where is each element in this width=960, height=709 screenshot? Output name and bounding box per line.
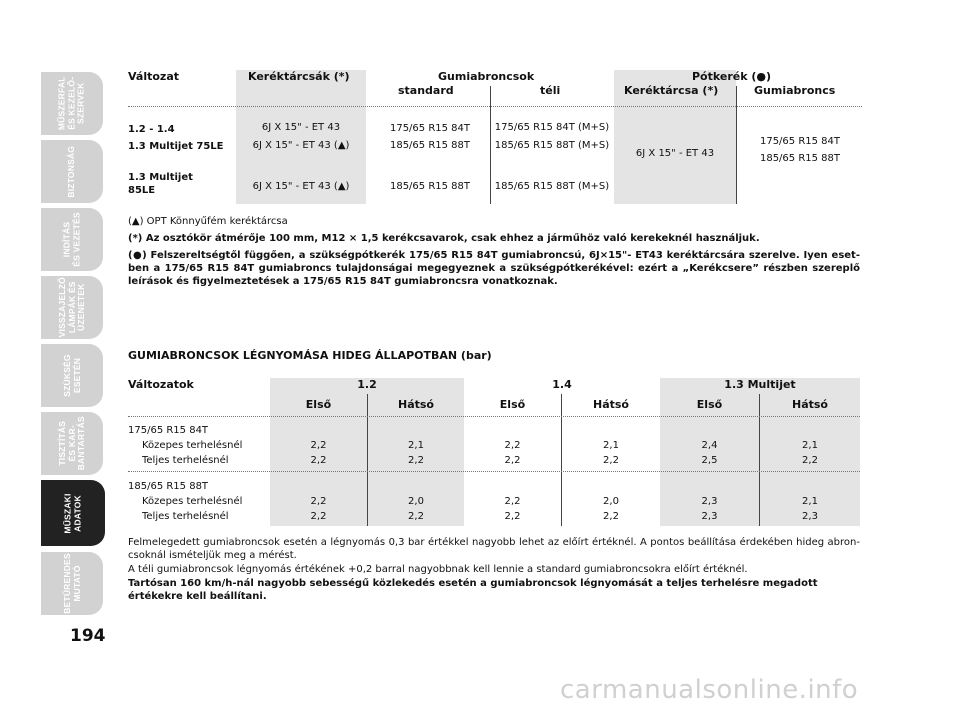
header-rear: Hátsó [792, 398, 828, 411]
pressure-value: 2,1 [603, 440, 619, 451]
row-version: 1.3 Multijet [128, 172, 193, 183]
header-spare-tyre: Gumiabroncs [754, 84, 836, 97]
load-label: Teljes terhelésnél [142, 511, 229, 522]
footer-note: A téli gumiabroncsok légnyomás értékének +0,2 barral nagyobbnak kell lennie a standard gumiabroncsokra előírt értéknél. [128, 564, 748, 575]
row-standard: 185/65 R15 88T [389, 181, 471, 192]
pressure-value: 2,2 [408, 455, 424, 466]
pressure-value: 2,2 [603, 455, 619, 466]
header-spare-rim: Keréktárcsa (*) [624, 84, 719, 97]
tab-maintenance[interactable]: TISZTÍTÁS ÉS KAR- BANTARTÁS [41, 412, 103, 475]
header-rule [128, 416, 860, 417]
pressure-value: 2,0 [408, 496, 424, 507]
pressure-value: 2,2 [504, 455, 521, 466]
pressure-value: 2,2 [504, 511, 521, 522]
tab-index[interactable]: BETŰRENDES MUTATÓ [41, 552, 103, 615]
header-front: Első [696, 398, 723, 411]
row-winter: 185/65 R15 88T (M+S) [494, 181, 610, 192]
tab-emergency[interactable]: SZÜKSÉG ESETÉN [41, 344, 103, 407]
pressure-value: 2,1 [802, 440, 818, 451]
row-standard: 185/65 R15 88T [389, 140, 471, 151]
note-star: (*) Az osztókör átmérője 100 mm, M12 × 1,5 kerékcsavarok, csak ehhez a járműhöz való kerekeknél használjuk. [128, 233, 760, 244]
pressure-value: 2,3 [701, 496, 718, 507]
pressure-title: GUMIABRONCSOK LÉGNYOMÁSA HIDEG ÁLLAPOTBAN (bar) [128, 349, 492, 362]
tab-starting-driving[interactable]: INDÍTÁS ÉS VEZETÉS [41, 208, 103, 271]
header-front: Első [499, 398, 526, 411]
row-rule [128, 471, 860, 472]
pressure-value: 2,2 [310, 440, 327, 451]
pressure-value: 2,2 [603, 511, 619, 522]
header-rear: Hátsó [398, 398, 434, 411]
pressure-value: 2,2 [310, 455, 327, 466]
page-number: 194 [70, 626, 106, 646]
pressure-value: 2,3 [802, 511, 818, 522]
pressure-value: 2,3 [701, 511, 718, 522]
pressure-value: 2,2 [310, 496, 327, 507]
row-winter: 175/65 R15 84T (M+S) [494, 122, 610, 133]
header-winter: téli [540, 84, 561, 97]
header-rear: Hátsó [593, 398, 629, 411]
row-winter: 185/65 R15 88T (M+S) [494, 140, 610, 151]
header-spare: Pótkerék (●) [692, 70, 772, 83]
footer-note-bold: Tartósan 160 km/h-nál nagyobb sebességű közlekedés esetén a gumiabroncsok légnyomását a teljes terhelésre megadott értékekre kell beállítani. [128, 578, 818, 602]
note-dot: (●) Felszereltségtől függően, a szükségpótkerék 175/65 R15 84T gumiabroncsú, 6J×15"- ET43 keréktárcsára szerelve. Iyen eset-ben a 175/65 R15 84T gumiabroncs tulajdonságai megegyeznek a szükségpótkerékével: ezért a „Kerékcsere” részben szereplő leírások és figyelmeztetések a 175/65 R15 84T gumiabroncsra vonatkoznak. [128, 250, 860, 287]
pressure-value: 2,4 [701, 440, 718, 451]
row-standard: 175/65 R15 84T [389, 123, 471, 134]
pressure-value: 2,5 [701, 455, 718, 466]
header-front: Első [305, 398, 332, 411]
header-versions: Változatok [128, 378, 194, 391]
load-label: Közepes terhelésnél [142, 440, 243, 451]
row-version: 85LE [128, 185, 156, 196]
tyre-name: 185/65 R15 88T [128, 481, 209, 492]
footer-note: Felmelegedett gumiabroncsok esetén a légnyomás 0,3 bar értékkel nagyobb lehet az előírt értéknél. A pontos beállítása érdekében hideg abron-csoknál ismételjük meg a mérést. [128, 537, 860, 561]
pressure-value: 2,1 [408, 440, 424, 451]
row-rim: 6J X 15" - ET 43 [261, 122, 341, 133]
pressure-value: 2,2 [504, 440, 521, 451]
group-1-2: 1.2 [357, 378, 377, 391]
pressure-value: 2,0 [603, 496, 619, 507]
watermark: carmanualsonline.info [560, 675, 859, 705]
tab-technical-data[interactable]: MŰSZAKI ADATOK [41, 480, 105, 546]
header-standard: standard [398, 84, 454, 97]
tab-safety[interactable]: BIZTONSÁG [41, 140, 103, 203]
group-1-3mj: 1.3 Multijet [724, 378, 796, 391]
row-version: 1.3 Multijet 75LE [128, 141, 224, 152]
load-label: Közepes terhelésnél [142, 496, 243, 507]
row-rim: 6J X 15" - ET 43 (▲) [252, 140, 350, 151]
spare-tyre-value: 175/65 R15 84T [759, 136, 841, 147]
pressure-value: 2,2 [408, 511, 424, 522]
row-rim: 6J X 15" - ET 43 (▲) [252, 181, 350, 192]
divider [490, 86, 491, 204]
pressure-value: 2,1 [802, 496, 818, 507]
row-version: 1.2 - 1.4 [128, 124, 175, 135]
header-rim: Keréktárcsák (*) [248, 70, 350, 83]
group-1-4: 1.4 [552, 378, 572, 391]
header-tyres: Gumiabroncsok [438, 70, 535, 83]
spare-tyre-value: 185/65 R15 88T [759, 153, 841, 164]
tab-instruments[interactable]: MŰSZERFAL ÉS KEZELŐ- SZERVEK [41, 72, 103, 135]
tab-warning-lights[interactable]: VISSZAJELZŐ LÁMPÁK ÉS ÜZENETEK [41, 276, 103, 339]
load-label: Teljes terhelésnél [142, 455, 229, 466]
pressure-value: 2,2 [504, 496, 521, 507]
header-rule [128, 106, 862, 107]
header-version: Változat [128, 70, 180, 83]
divider [736, 86, 737, 204]
tyre-name: 175/65 R15 84T [128, 425, 209, 436]
spare-rim-value: 6J X 15" - ET 43 [635, 148, 715, 159]
note-opt: (▲) OPT Könnyűfém keréktárcsa [128, 216, 288, 227]
pressure-value: 2,2 [802, 455, 818, 466]
pressure-value: 2,2 [310, 511, 327, 522]
